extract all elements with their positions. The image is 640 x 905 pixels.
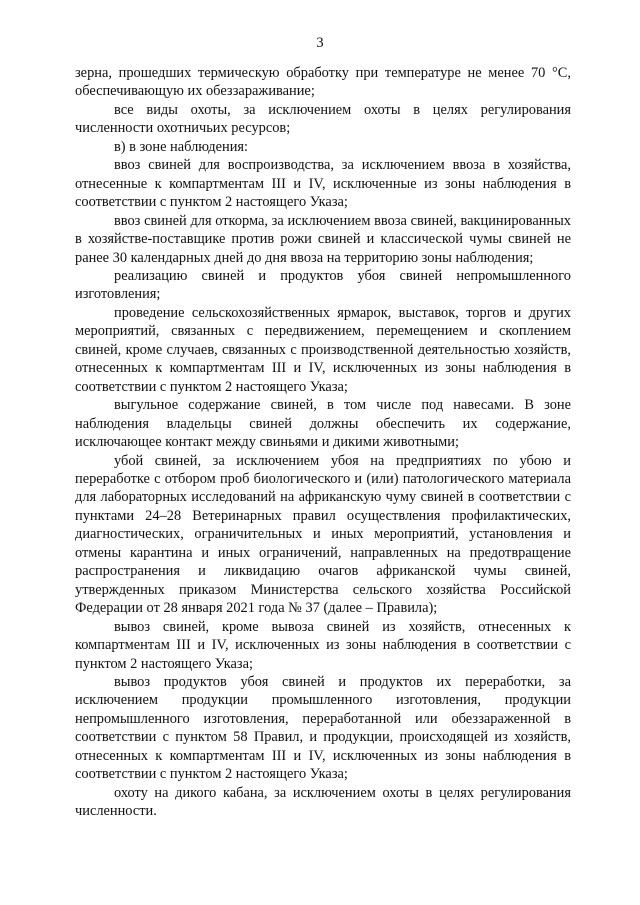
paragraph-export-products: вывоз продуктов убоя свиней и продуктов их переработки, за исключением продукции промышленного изготовления, продукции непромышленного изготовления, переработанной или обеззараженной в соответствии с пунктом 58 Правил, и продукции, происходящей из хозяйств, отнесенных к компартментам III и IV, исключенных из зоны наблюдения в соответствии с пунктом 2 настоящего Указа; (75, 673, 571, 783)
paragraph-observation-zone-heading: в) в зоне наблюдения: (114, 138, 249, 155)
paragraph-grain-continuation: зерна, прошедших термическую обработку при температуре не менее 70 °С, обеспечивающую их обеззараживание; (75, 65, 571, 100)
paragraph-export-pigs: вывоз свиней, кроме вывоза свиней из хозяйств, отнесенных к компартментам III и IV, исключенных из зоны наблюдения в соответствии с пунктом 2 настоящего Указа; (75, 618, 571, 672)
document-body (75, 64, 571, 821)
paragraph-fairs-exhibitions: проведение сельскохозяйственных ярмарок, выставок, торгов и других мероприятий, связанных с передвижением, перемещением и скоплением свиней, кроме случаев, связанных с производственной деятельностью хозяйств, отнесенных к компартментам III и IV, исключенных из зоны наблюдения в соответствии с пунктом 2 настоящего Указа; (75, 304, 571, 395)
paragraph-hunting-ban: все виды охоты, за исключением охоты в целях регулирования численности охотничьих ресурсов; (75, 101, 571, 137)
paragraph-import-fattening: ввоз свиней для откорма, за исключением ввоза свиней, вакцинированных в хозяйстве-поставщике против рожи свиней и классической чумы свиней не ранее 30 календарных дней до дня ввоза на территорию зоны наблюдения; (75, 212, 571, 266)
page-number: 3 (316, 35, 324, 51)
paragraph-free-range-keeping: выгульное содержание свиней, в том числе под навесами. В зоне наблюдения владельцы свиней должны обеспечить их содержание, исключающее контакт между свиньями и дикими животными; (75, 397, 571, 451)
paragraph-slaughter: убой свиней, за исключением убоя на предприятиях по убою и переработке с отбором проб биологического и (или) патологического материала для лабораторных исследований на африканскую чуму свиней в соответствии с пунктами 24–28 Ветеринарных правил осуществления профилактических, диагностических, ограничительных и иных мероприятий, установления и отмены карантина и иных ограничений, направленных на предотвращение распространения и ликвидацию очагов африканской чумы свиней, утвержденных приказом Министерства сельского хозяйства Российской Федерации от 28 января 2021 года № 37 (далее – Правила); (75, 452, 571, 617)
paragraph-sale-products: реализацию свиней и продуктов убоя свиней непромышленного изготовления; (75, 267, 571, 303)
paragraph-import-breeding: ввоз свиней для воспроизводства, за исключением ввоза в хозяйства, отнесенные к компартментам III и IV, исключенные из зоны наблюдения в соответствии с пунктом 2 настоящего Указа; (75, 157, 571, 211)
paragraph-wild-boar-hunting: охоту на дикого кабана, за исключением охоты в целях регулирования численности. (75, 784, 571, 820)
